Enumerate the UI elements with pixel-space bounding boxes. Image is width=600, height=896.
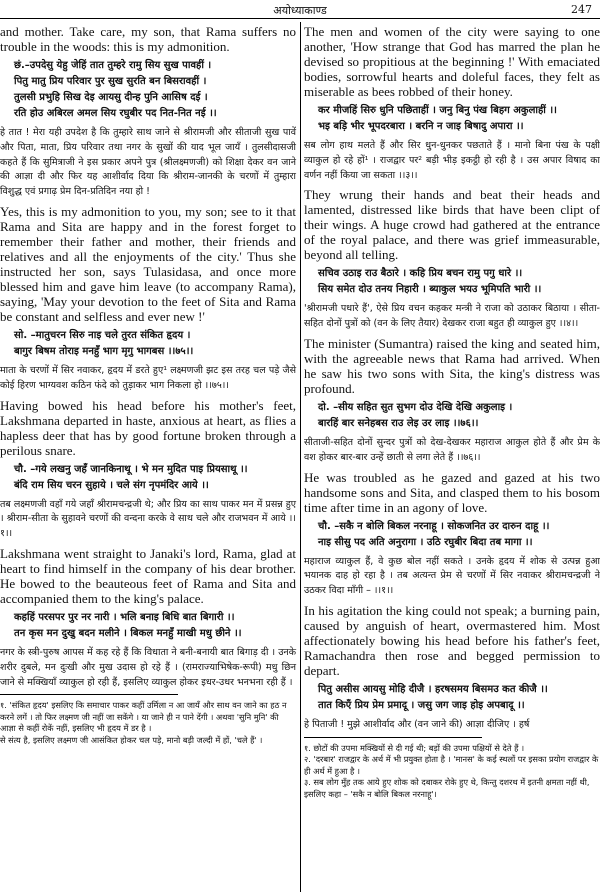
hindi-paragraph: हे तात ! मेरा यही उपदेश है कि तुम्हारे साथ जाने से श्रीरामजी और सीताजी सुख पावें और पिता, माता, प्रिय परिवार तथा नगर के सुखों की याद भूल जायँ । तुलसीदासजी कहते हैं कि सुमित्राजी ने इस प्रकार अपने पुत्र (श्रीलक्ष्मणजी) को शिक्षा देकर वन जाने की आज्ञा दी और फिर यह आशीर्वाद दिया कि श्रीराम-जानकी के चरणों में तुम्हारा विशुद्ध एवं प्रगाढ़ प्रेम दिन-प्रतिदिन नया हो !: [0, 127, 296, 198]
header-rule: [0, 18, 600, 19]
verse-line: नाइ सीसु पद अति अनुरागा । उठि रघुबीर बिदा तब मागा ।।: [318, 536, 533, 548]
verse-line: बारहिं बार सनेहबस राउ लेइ उर लाइ ।।७६।।: [318, 417, 479, 429]
hindi-paragraph: हे पिताजी ! मुझे आशीर्वाद और (वन जाने की) आज्ञा दीजिए । हर्ष: [304, 718, 530, 730]
footnote: १. 'संकित हृदय' इसलिए कि समाचार पाकर कहीं उर्मिला न आ जायँ और साथ वन जाने का हठ न करने लगें । तो फिर लक्ष्मण जी नहीं जा सकेंगे । या जाने ही न पाने देंगी । अथवा 'सुनि मुनि' की आज्ञा से कहीं रोकें नहीं, इसलिए भी हृदय में डर है ।: [0, 700, 287, 734]
verse-block: [0, 610, 296, 642]
verse-line: भइ बड़ि भीर भूपदरबारा । बरनि न जाइ बिषादु अपारा ।।: [318, 121, 524, 132]
english-paragraph: They wrung their hands and beat their heads and lamented, distressed like birds that have been clipt of their wings. A huge crowd had gathered at the entrance of the royal palace, and there was grief immeasurable, beyond all telling.: [304, 187, 600, 263]
english-paragraph: Lakshmana went straight to Janaki's lord, Rama, glad at heart to find himself in the company of his dear brother. He bowed to the beauteous feet of Rama and Sita and accompanied them to the king's palace.: [0, 545, 296, 606]
verse-line: पितु असीस आयसु मोहि दीजै । हरषसमय बिसमउ कत कीजै ।।: [318, 683, 548, 695]
hindi-paragraph: महाराज व्याकुल हैं, वे कुछ बोल नहीं सकते । उनके हृदय में शोक से उत्पन्न हुआ भयानक दाह हो रहा है । तब अत्यन्त प्रेम से चरणों में सिर नवाकर श्रीरामचन्द्रजी ने उठकर विदा माँगी – ।।१।।: [304, 555, 600, 597]
verse-block: [304, 266, 600, 298]
english-paragraph: The men and women of the city were saying to one another, 'How strange that God has marred the plan he devised so propitious at the beginning !' With emaciated bodies, sorrowful hearts and doleful faces, they felt as miserable as bees robbed of their honey.: [304, 24, 600, 99]
footnote-rule: [0, 694, 178, 696]
english-paragraph: The minister (Sumantra) raised the king and seated him, with the agreeable news that Rama had arrived. When he saw his two sons with Sita, the king's distress was profound.: [304, 335, 600, 396]
verse-line: छं.–उपदेसु येहु जेहिं तात तुम्हरे रामु सिय सुख पावहीं ।: [14, 60, 212, 71]
verse-line: तात किएँ प्रिय प्रेम प्रमादू । जसु जग जाइ होइ अपबादू ।।: [318, 699, 525, 711]
footnote-rule: [304, 737, 482, 739]
hindi-paragraph: माता के चरणों में सिर नवाकर, हृदय में डरते हुए¹ लक्ष्मणजी झट इस तरह चल पड़े जैसे कोई हिरण भाग्यवश कठिन फंदे को तुड़ाकर भाग निकला हो ।।७५।।: [0, 364, 296, 391]
verse-line: बंदि राम सिय चरन सुहाये । चले संग नृपमंदिर आये ।।: [14, 479, 209, 491]
verse-line: पितु मातु प्रिय परिवार पुर सुख सुरति बन बिसरावहीं ।: [14, 76, 207, 87]
footnote: २. 'दरबार' राजद्वार के अर्थ में भी प्रयुक्त होता है । 'मानस' के कई स्थलों पर इसका प्रयोग राजद्वार के ही अर्थ में हुआ है ।: [304, 754, 599, 776]
hindi-paragraph: सब लोग हाथ मलते हैं और सिर धुन-धुनकर पछताते हैं । मानो बिना पंख के पक्षी व्याकुल हो रहे हों¹ । राजद्वार पर² बड़ी भीड़ इकट्ठी हो रही है । उस अपार विषाद का वर्णन नहीं किया जा सकता ।।३।।: [304, 140, 600, 181]
verse-line: सो. –मातुचरन सिरु नाइ चले तुरत संकित हृदय ।: [14, 329, 191, 341]
verse-line: सिय समेत दोउ तनय निहारी । ब्याकुल भयउ भूमिपति भारी ।।: [318, 284, 542, 296]
verse-block: [304, 400, 600, 432]
verse-line: कर मीजहिं सिरु धुनि पछिताहीं । जनु बिनु पंख बिहग अकुलाहीं ।।: [318, 105, 557, 116]
english-paragraph: He was troubled as he gazed and gazed at his two handsome sons and Sita, and clasped them to his bosom time after time in an agony of love.: [304, 469, 600, 515]
verse-block: [304, 682, 600, 714]
hindi-paragraph: नगर के स्त्री-पुरुष आपस में कह रहे हैं कि विधाता ने बनी-बनायी बात बिगाड़ दी । उनके शरीर दुबले, मन दुःखी और मुख उदास हो रहे हैं । (रामराज्याभिषेक-रूपी) मधु छिन जाने से मक्खियाँ व्याकुल हो रही हैं, इसलिए व्याकुल होकर इधर-उधर भनभना रही हैं ।: [0, 646, 296, 688]
verse-block: [0, 58, 296, 122]
footnote: १. छोटों की उपमा मक्खियों से दी गई थी; बड़ों की उपमा पक्षियों से देते हैं ।: [304, 742, 525, 753]
hindi-paragraph: 'श्रीरामजी पधारे हैं', ऐसे प्रिय वचन कहकर मन्त्री ने राजा को उठाकर बिठाया । सीता-सहित दोनों पुत्रों को (वन के लिए तैयार) देखकर राजा बहुत ही व्याकुल हुए ।।४।।: [304, 303, 600, 330]
verse-line: चौ. –गये लखनु जहँ जानकिनाथू । भे मन मुदित पाइ प्रियसाथू ।।: [14, 463, 248, 475]
verse-line: कहहिं परसपर पुर नर नारी । भलि बनाइ बिधि बात बिगारी ।।: [14, 611, 235, 623]
running-title: अयोध्याकाण्ड: [273, 4, 327, 17]
english-paragraph: Yes, this is my admonition to you, my son; see to it that Rama and Sita are happy and in the forest forget to remember their father and mother, their friends and relatives and all the enjoyments of the city.' Thus she instructed her son, says Tulasidasa, and once more blessed him and gave him leave (to accompany Rama), saying, 'May your devotion to the feet of Sita and Rama be constant and selfless and ever new !': [0, 203, 296, 324]
hindi-paragraph: सीताजी-सहित दोनों सुन्दर पुत्रों को देख-देखकर महाराज आकुल होते हैं और प्रेम के वश होकर बार-बार उन्हें छाती से लगा लेते हैं ।।७६।।: [304, 436, 600, 463]
english-paragraph: and mother. Take care, my son, that Rama suffers no trouble in the woods: this is my admonition.: [0, 24, 296, 54]
verse-block: [0, 462, 296, 494]
footnotes: [304, 743, 600, 801]
page-number: 247: [571, 3, 592, 16]
verse-line: चौ. –सकै न बोलि बिकल नरनाहू । सोकजनित उर दारुन दाहू ।।: [318, 520, 550, 532]
right-column: [304, 24, 600, 800]
footnote: ३. सब लोग मुँह तक आये हुए शोक को दबाकर रोके हुए थे, किन्तु दशरथ में इतनी क्षमता नहीं थी, इसलिए कहा – 'सकै न बोलि बिकल नरनाहू'।: [304, 777, 590, 799]
footnotes: [0, 700, 296, 746]
verse-line: दो. –सीय सहित सुत सुभग दोउ देखि देखि अकुलाइ ।: [318, 401, 513, 413]
verse-block: [0, 328, 296, 360]
column-divider: [300, 22, 301, 892]
verse-line: बागुर बिषम तोराइ मनहुँ भाग मृगु भागबस ।।७५।।: [14, 345, 194, 357]
left-column: [0, 24, 296, 746]
hindi-paragraph: तब लक्ष्मणजी वहाँ गये जहाँ श्रीरामचन्द्रजी थे; और प्रिय का साथ पाकर मन में प्रसन्न हुए । श्रीराम-सीता के सुहावने चरणों की वन्दना करके वे साथ चले और राजभवन में आये ।।१।।: [0, 498, 296, 540]
verse-line: रति होउ अबिरल अमल सिय रघुबीर पद नित-नित नई ।।: [14, 108, 217, 119]
english-paragraph: In his agitation the king could not speak; a burning pain, caused by anguish of heart, overmastered him. Most affectionately bowing his head before his father's feet, Ramachandra then rose and begged permission to depart.: [304, 602, 600, 678]
verse-block: [304, 519, 600, 551]
footnote: से संत्य है, इसलिए लक्ष्मण जी आसंकित होकर चल पड़े, मानो बड़ी जल्दी में हों, 'चले हैं' ।: [0, 734, 263, 745]
verse-line: सचिव उठाइ राउ बैठारे । कहि प्रिय बचन रामु पगु धारे ।।: [318, 268, 523, 280]
verse-block: [304, 103, 600, 135]
english-paragraph: Having bowed his head before his mother's feet, Lakshmana departed in haste, anxious at heart, as flies a hapless deer that has by good fortune broken through a perilous snare.: [0, 397, 296, 458]
verse-line: तुलसी प्रभुहि सिख देइ आयसु दीन्ह पुनि आसिष दई ।: [14, 92, 208, 103]
verse-line: तन कृस मन दुखु बदन मलीने । बिकल मनहुँ माखी मधु छीने ।।: [14, 627, 242, 639]
